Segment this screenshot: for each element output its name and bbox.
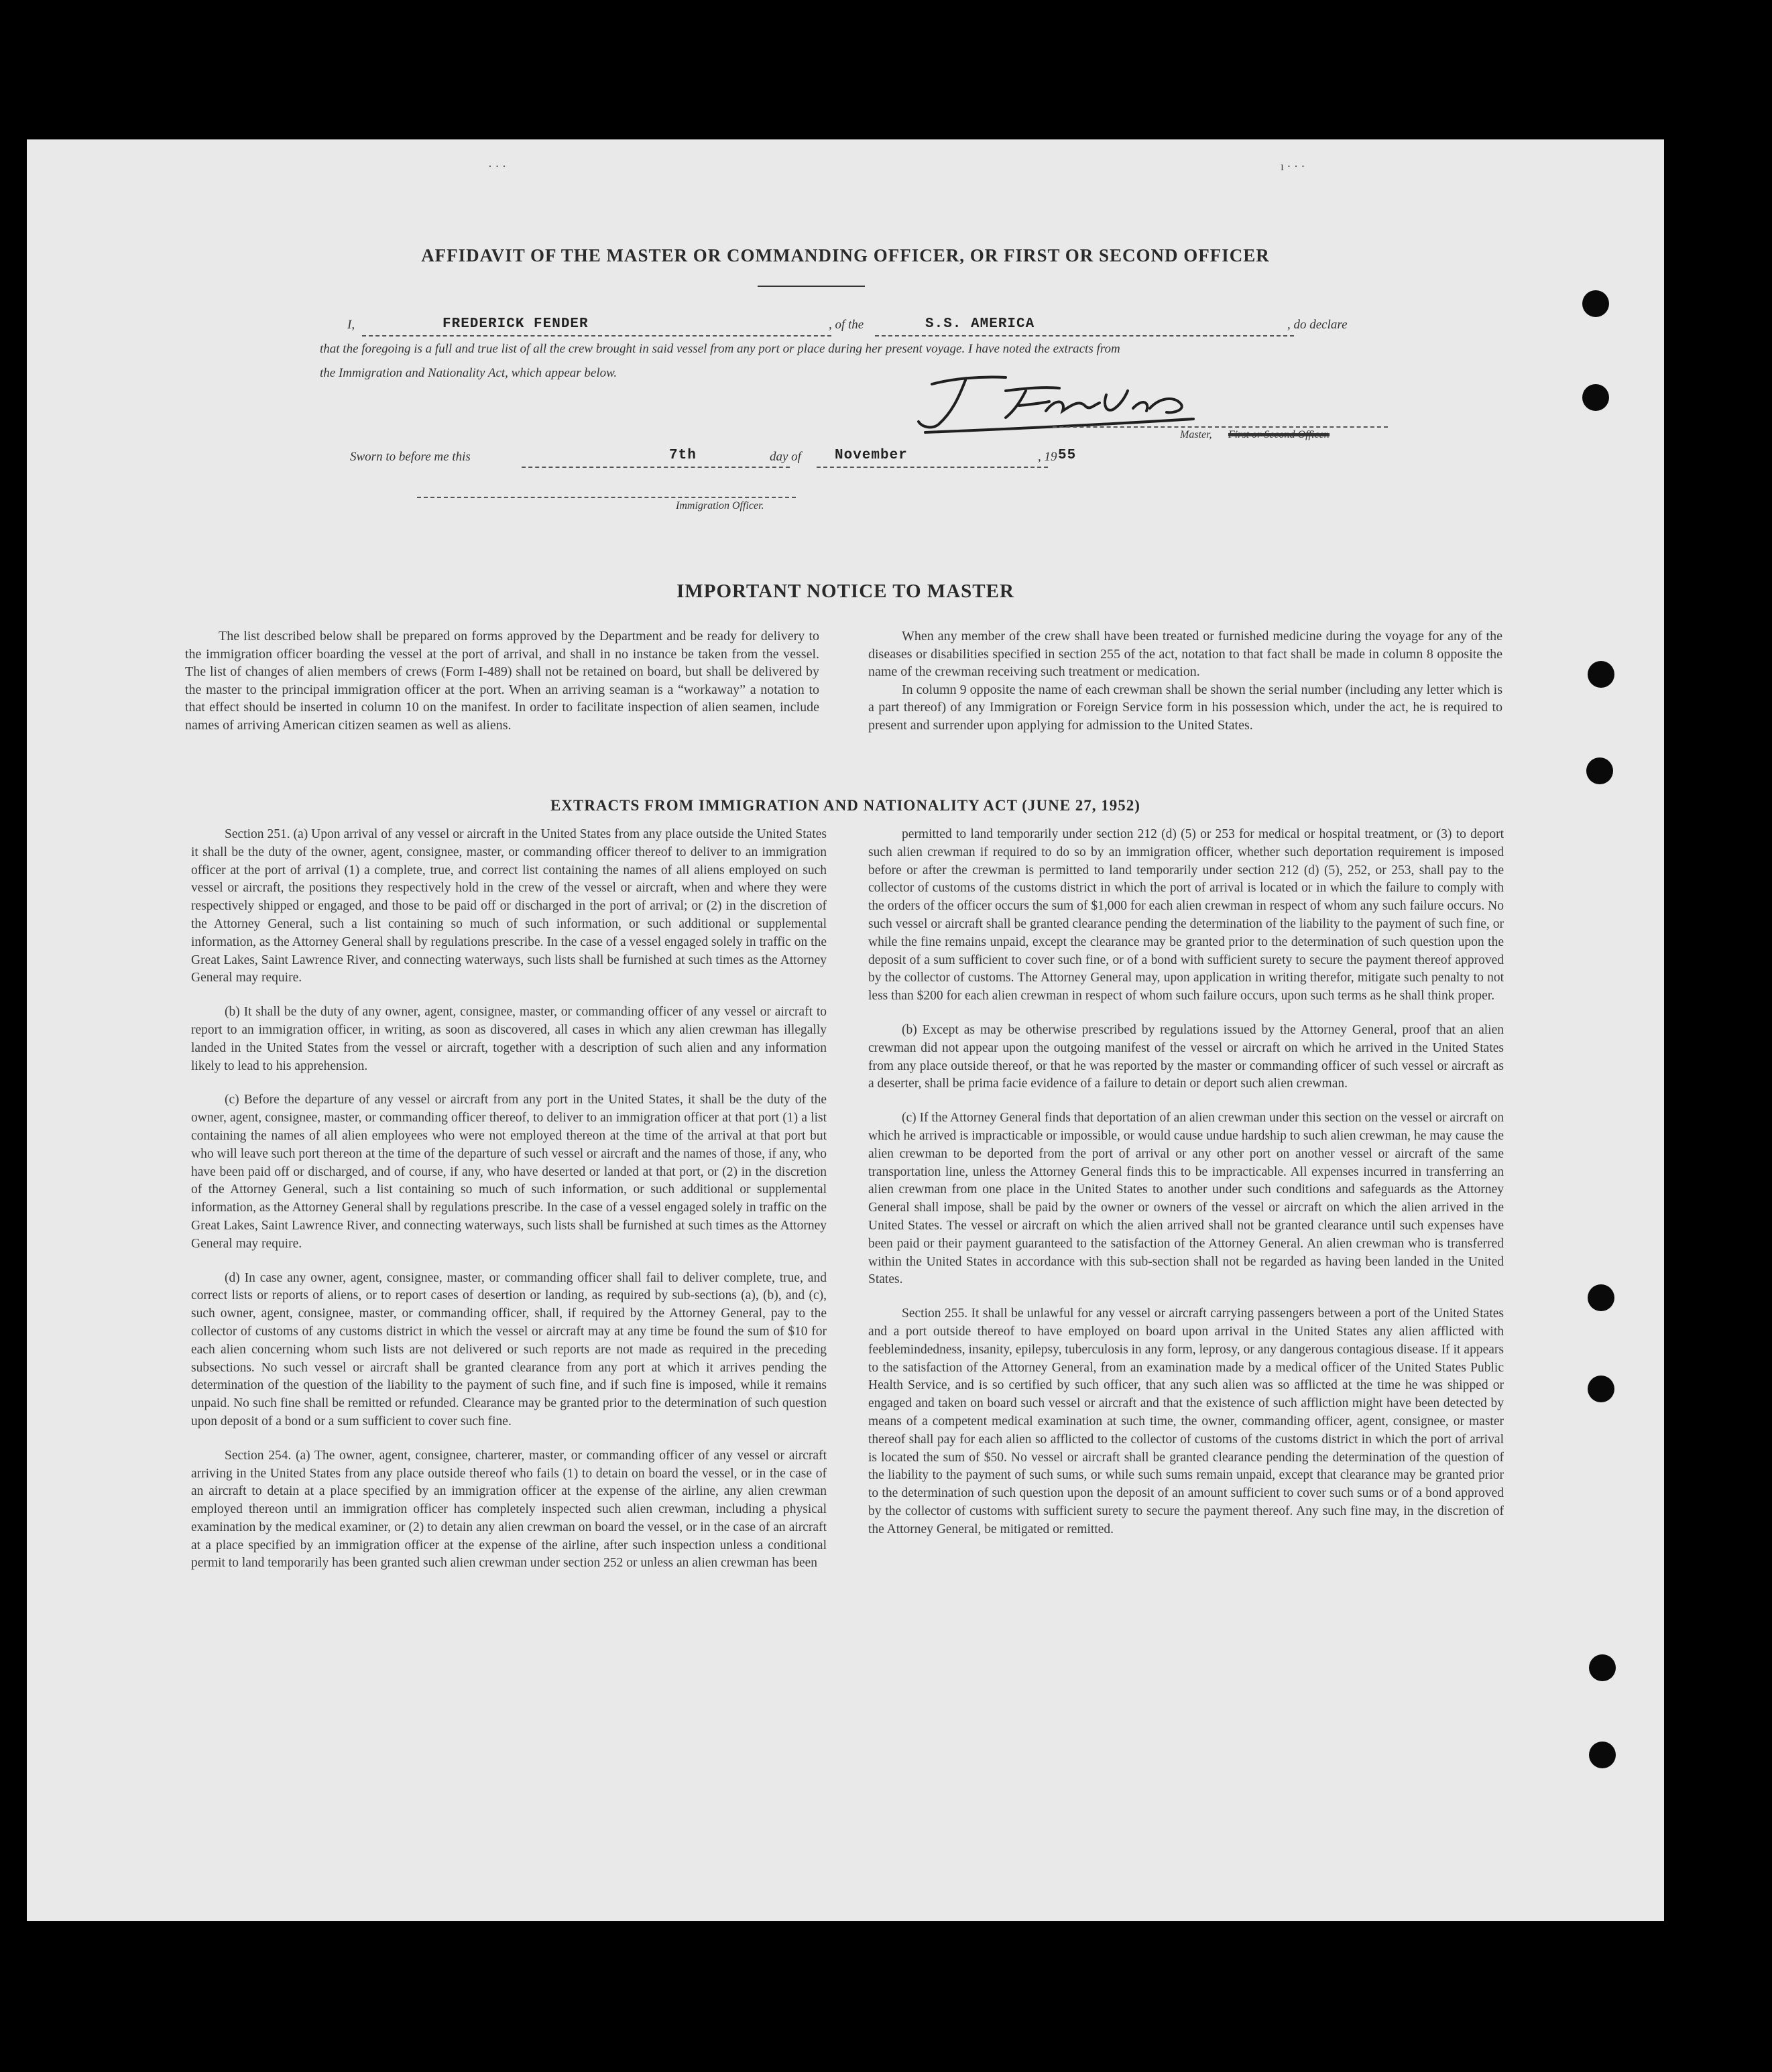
i-label: I, [347, 318, 355, 332]
section-paragraph: (c) Before the departure of any vessel or aircraft from any port in the United States, it shall be the duty of the owner, agent, consignee, master, or commanding officer thereof, to deliver to an immigration officer at that port (1) a list containing the names of all alien employees who were not employed thereon at the time of the arrival at that port but who will leave such port thereon at the time of the departure of such vessel or aircraft and the names of those, if any, who have been paid off or discharged, and of course, if any, who have deserted or landed at that port, or (2) in the discretion of the Attorney General, such a list containing so much of such information, or such additional or supplemental information, as the Attorney General shall by regulations prescribe. In the case of a vessel engaged solely in traffic on the Great Lakes, Saint Lawrence River, and connecting waterways, such lists shall be furnished at such times as the Attorney General may require. [191, 1093, 827, 1251]
name-line [362, 335, 831, 337]
extracts-right-column [868, 826, 1504, 1555]
year-prefix: , 19 [1038, 450, 1057, 464]
notice-left-paragraph [185, 627, 819, 734]
sworn-year: 55 [1058, 448, 1077, 463]
scan-speck: · · · [488, 160, 506, 173]
vessel-name: S.S. AMERICA [925, 316, 1035, 332]
notice-left-text: The list described below shall be prepared on forms approved by the Department and be ready for delivery to the immigration officer boarding the vessel at the port of arrival, and shall in no instance be taken from the vessel. The list of changes of alien members of crews (Form I-489) shall not be retained on board, but shall be delivered by the master to the principal immigration officer at the port. When an arriving seaman is a “workaway” a notation to that effect should be inserted in column 10 on the manifest. In order to facilitate inspection of alien seamen, include names of arriving American citizen seamen as well as aliens. [185, 629, 819, 733]
title-underline [758, 286, 865, 287]
punch-hole [1589, 1654, 1616, 1681]
master-signature [912, 371, 1220, 438]
vessel-line [875, 335, 1294, 337]
section-paragraph: Section 251. (a) Upon arrival of any vessel or aircraft in the United States from any place outside the United States it shall be the duty of the owner, agent, consignee, master, or commanding officer thereof to deliver to an immigration officer at the port of arrival (1) a complete, true, and correct list containing the names of all aliens employed on such vessel or aircraft, the positions they respectively hold in the crew of the vessel or aircraft, when and where they were respectively shipped or engaged, and those to be paid off or discharged in the port of arrival; or (2) in the discretion of the Attorney General, such a list containing so much of such information, or such additional or supplemental information, as the Attorney General shall by regulations prescribe. In the case of a vessel engaged solely in traffic on the Great Lakes, Saint Lawrence River, and connecting waterways, such lists shall be furnished at such times as the Attorney General may require. [191, 827, 827, 985]
of-the-label: , of the [829, 318, 864, 332]
punch-hole [1588, 661, 1614, 688]
section-paragraph: (b) Except as may be otherwise prescribed by regulations issued by the Attorney General, proof that an alien crewman did not appear upon the outgoing manifest of the vessel or aircraft on which he arrived in the United States from any place outside thereof, or that he was reported by the master or commanding officer of such vessel or aircraft as a deserter, shall be prima facie evidence of a failure to detain or deport such alien crewman. [868, 1022, 1504, 1091]
section-paragraph: permitted to land temporarily under section 212 (d) (5) or 253 for medical or hospital treatment, or (3) to deport such alien crewman if required to do so by an immigration officer, whether such deportation requirement is imposed before or after the crewman is permitted to land temporarily under section 212 (d) (5), 252, or 253, shall pay to the collector of customs of the customs district in which the port of arrival is located or in which the failure to comply with the orders of the officer occurs the sum of $1,000 for each alien crewman in respect of whom any such failure occurs. No such vessel or aircraft shall be granted clearance pending the determination of the liability to the payment of such fine, or while the fine remains unpaid, except the clearance may be granted prior to the determination of such question upon the deposit of a sum sufficient to cover such fine, or of a bond with sufficient surety to secure the payment thereof approved by the collector of customs. The Attorney General may, upon application in writing therefor, mitigate such penalty to not less than $200 for each alien crewman in respect of whom such failure occurs, upon such terms as he shall think proper. [868, 827, 1504, 1003]
extracts-left-column [191, 826, 827, 1589]
notice-right-text: In column 9 opposite the name of each crewman shall be shown the serial number (including any letter which is a part thereof) of any Immigration or Foreign Service form in his possession which, under the act, he is required to present and surrender upon applying for admission to the United States. [868, 682, 1502, 733]
section-paragraph: (d) In case any owner, agent, consignee, master, or commanding officer shall fail to deliver complete, true, and correct lists or reports of aliens, or to report cases of desertion or landing, as required by sub-sections (a), (b), and (c), such owner, agent, consignee, master, or commanding officer, shall, if required by the Attorney General, pay to the collector of customs of any customs district in which the vessel or aircraft may at any time be found the sum of $10 for each alien concerning whom such lists are not delivered or such reports are not made as required in the preceding subsections. No such vessel or aircraft shall be granted clearance from any port at which it arrives pending the determination of the question of the liability to the payment of such fine, and if such fine is imposed, while it remains unpaid. No such fine shall be remitted or refunded. Clearance may be granted prior to the determination of such question upon deposit of a bond or a sum sufficient to cover such fine. [191, 1270, 827, 1428]
master-label: Master, [1180, 429, 1212, 440]
day-line [522, 467, 790, 468]
sworn-label: Sworn to before me this [350, 450, 471, 464]
punch-hole [1582, 384, 1609, 411]
sworn-day: 7th [669, 448, 697, 463]
section-paragraph: (b) It shall be the duty of any owner, agent, consignee, master, or commanding officer of any vessel or aircraft to report to an immigration officer, in writing, as soon as discovered, all cases in which any alien crewman has illegally landed in the United States from the vessel or aircraft, together with a description of such alien and any information likely to lead to his apprehension. [191, 1005, 827, 1073]
declaration-line: the Immigration and Nationality Act, which appear below. [320, 366, 617, 380]
affidavit-title: AFFIDAVIT OF THE MASTER OR COMMANDING OFFICER, OR FIRST OR SECOND OFFICER [421, 245, 1270, 265]
struck-officer-label: First or Second Officer. [1228, 429, 1330, 440]
immigration-officer-label: Immigration Officer. [676, 500, 764, 511]
officer-line [417, 497, 796, 498]
signature-line [1053, 426, 1388, 428]
sworn-month: November [835, 448, 908, 463]
day-of-label: day of [770, 450, 801, 464]
scan-speck: ı · · · [1281, 160, 1305, 173]
notice-title: IMPORTANT NOTICE TO MASTER [676, 581, 1014, 602]
punch-hole [1582, 290, 1609, 317]
punch-hole [1586, 757, 1613, 784]
section-paragraph: Section 255. It shall be unlawful for any vessel or aircraft carrying passengers between a port of the United States and a port outside thereof to have employed on board upon arrival in the United States any alien afflicted with feeblemindedness, insanity, epilepsy, tuberculosis in any form, leprosy, or any dangerous contagious disease. If it appears to the satisfaction of the Attorney General, from an examination made by a medical officer of the United States Public Health Service, and is so certified by such officer, that any such alien was so afflicted at the time he was shipped or engaged and taken on board such vessel or aircraft and that the existence of such affliction might have been detected by means of a competent medical examination at such time, the owner, commanding officer, agent, consignee, or master thereof shall pay for each alien so afflicted to the collector of customs of the customs district in which the port of arrival is located the sum of $50. No vessel or aircraft shall be granted clearance pending the determination of the question of the liability to the payment of such sums, or while such sums remain unpaid, except that clearance may be granted prior to the determination of such question upon the deposit of an amount sufficient to cover such sums or of a bond approved by the collector of customs with sufficient surety to secure the payment thereof. Any such fine may, in the discretion of the Attorney General, be mitigated or remitted. [868, 1306, 1504, 1536]
master-name: FREDERICK FENDER [442, 316, 589, 332]
declare-label: , do declare [1287, 318, 1348, 332]
punch-hole [1588, 1376, 1614, 1402]
section-paragraph: (c) If the Attorney General finds that deportation of an alien crewman under this section on the vessel or aircraft on which he arrived is impracticable or impossible, or would cause undue hardship to such alien crewman, he may cause the alien crewman to be deported from the port of arrival or any other port on another vessel or aircraft of the same transportation line, unless the Attorney General finds this to be impracticable. All expenses incurred in transferring an alien crewman from one place in the United States to another under such conditions and safeguards as the Attorney General shall impose, shall be paid by the owner or owners of the vessel or aircraft on which the alien arrived in the United States. The vessel or aircraft on which the alien arrived shall not be granted clearance until such expenses have been paid or their payment guaranteed to the satisfaction of the Attorney General. An alien crewman who is transferred within the United States in accordance with this sub-section shall not be regarded as having been landed in the United States. [868, 1111, 1504, 1287]
extracts-title: EXTRACTS FROM IMMIGRATION AND NATIONALITY ACT (JUNE 27, 1952) [550, 797, 1140, 814]
section-paragraph: Section 254. (a) The owner, agent, consignee, charterer, master, or commanding officer of any vessel or aircraft arriving in the United States from any place outside thereof who fails (1) to detain on board the vessel, or in the case of an aircraft to detain at a place specified by an immigration officer at the expense of the airline, any alien crewman employed thereon until an immigration officer has completely inspected such alien crewman, including a physical examination by the medical examiner, or (2) to detain any alien crewman on board the vessel, or in the case of an aircraft at a place specified by an immigration officer at the expense of the airline, after such inspection unless a conditional permit to land temporarily has been granted such alien crewman under section 252 or unless an alien crewman has been [191, 1448, 827, 1571]
notice-right-text: When any member of the crew shall have been treated or furnished medicine during the voyage for any of the diseases or disabilities specified in section 255 of the act, notation to that fact shall be made in column 8 opposite the name of the crewman receiving such treatment or medication. [868, 629, 1502, 679]
declaration-line: that the foregoing is a full and true list of all the crew brought in said vessel from any port or place during her present voyage. I have noted the extracts from [320, 342, 1120, 356]
punch-hole [1589, 1742, 1616, 1768]
document-page [27, 139, 1664, 1921]
month-line [817, 467, 1048, 468]
punch-hole [1588, 1284, 1614, 1311]
notice-right-paragraphs [868, 627, 1502, 734]
